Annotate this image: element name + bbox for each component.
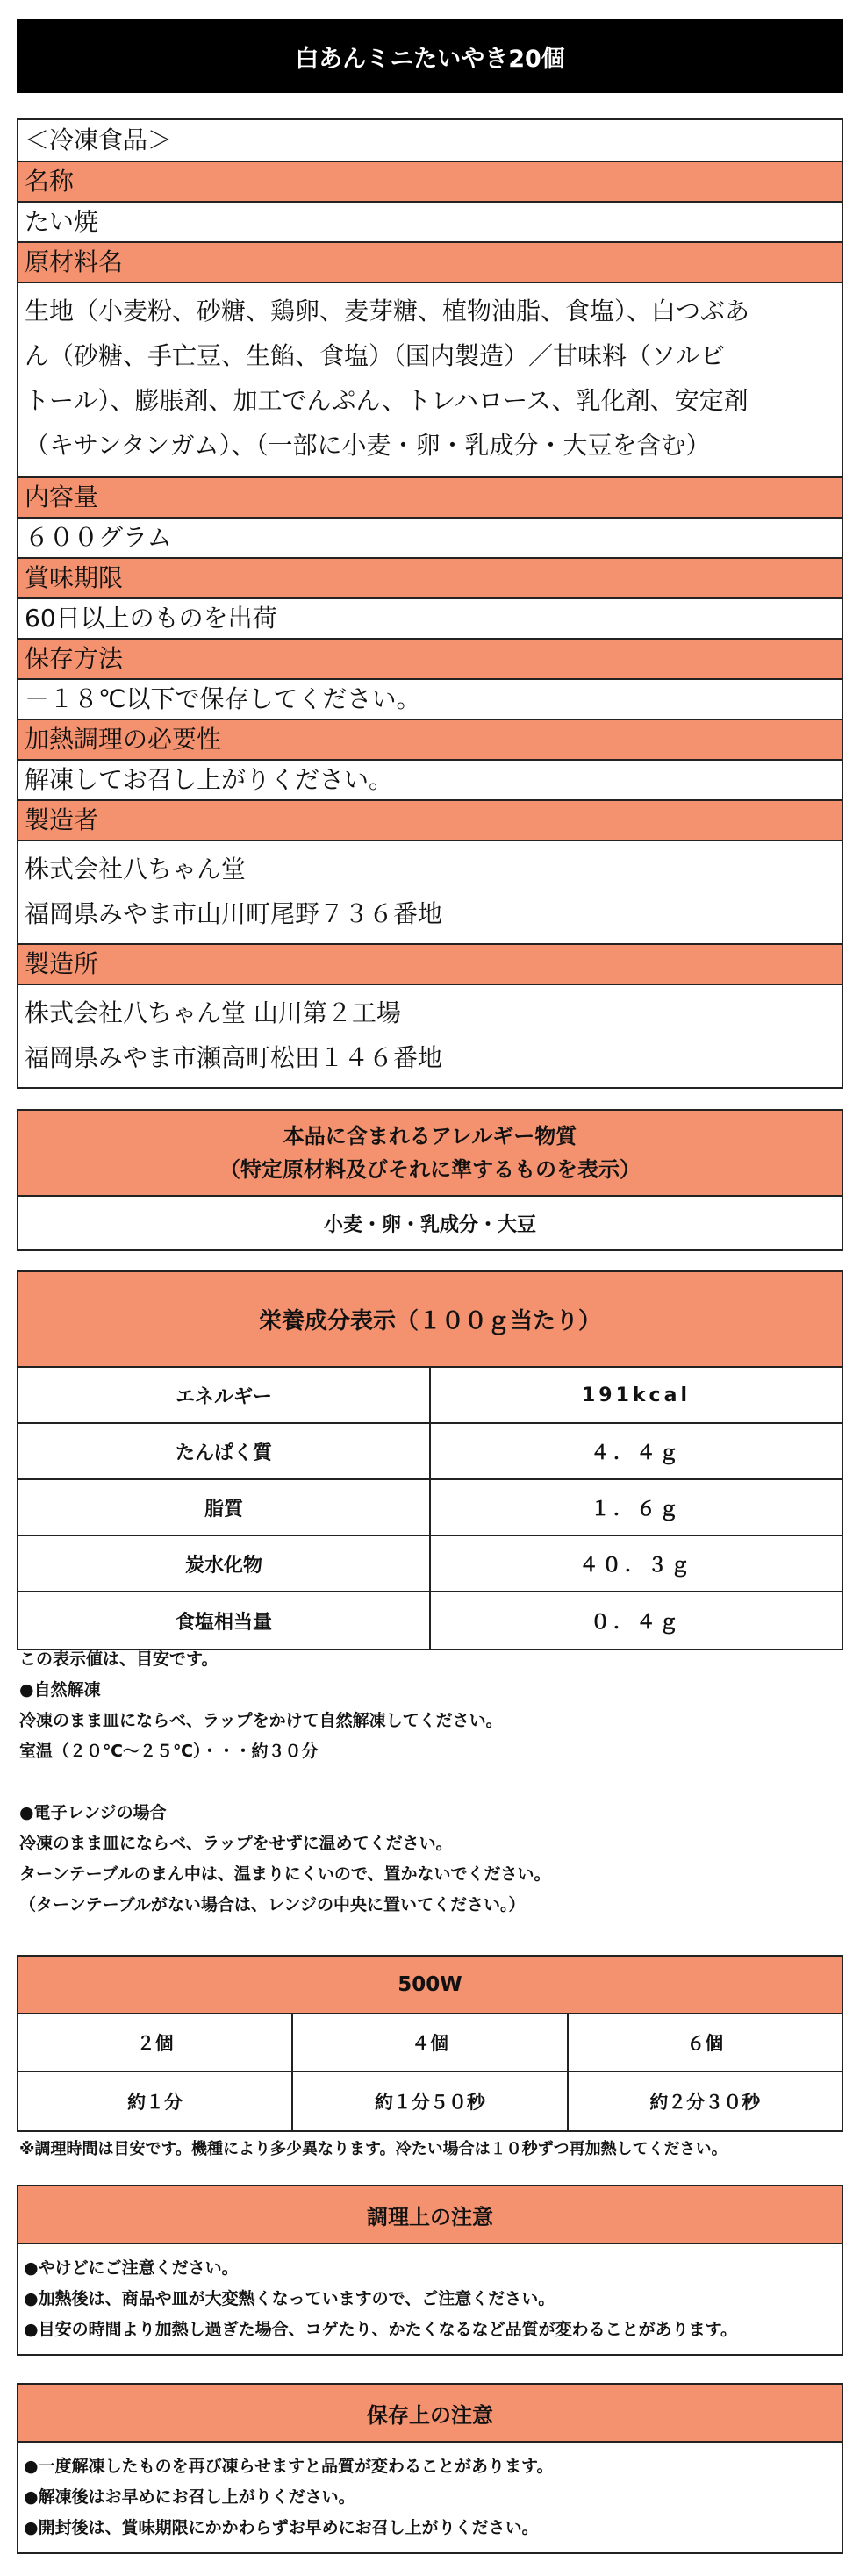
heating-time: 約１分 [18, 2072, 293, 2130]
preparation-notes [19, 1644, 835, 1921]
note-line: 冷凍のまま皿にならべ、ラップをかけて自然解凍してください。 [19, 1711, 503, 1730]
note-line: 冷凍のまま皿にならべ、ラップをせずに温めてください。 [19, 1834, 453, 1853]
heating-value: 解凍してお召し上がりください。 [25, 765, 394, 795]
ingredients-row [18, 283, 842, 478]
table-row [18, 1368, 842, 1424]
name-row [18, 203, 842, 243]
heating-label: 加熱調理の必要性 [25, 725, 222, 755]
note-line: （ターンテーブルがない場合は、レンジの中央に置いてください。） [19, 1895, 526, 1914]
nutrition-table [17, 1270, 843, 1650]
storage-row [18, 680, 842, 720]
microwave-note: ※調理時間は目安です。機種により多少異なります。冷たい場合は１０秒ずつ再加熱してください。 [19, 2140, 727, 2158]
category-text: ＜冷凍食品＞ [25, 125, 173, 155]
maker-label: 製造者 [25, 805, 99, 835]
caution-line: ●やけどにご注意ください。 [24, 2258, 239, 2278]
note-line: ターンテーブルのまん中は、温まりにくいので、置かないでください。 [19, 1864, 551, 1884]
nutrient-value: 191kcal [582, 1384, 691, 1406]
microwave-wattage: 500W [18, 1957, 842, 2014]
storage-label: 保存方法 [25, 644, 124, 674]
table-row [18, 2072, 842, 2130]
storage-header [18, 640, 842, 680]
factory-header [18, 945, 842, 985]
table-row [18, 1536, 842, 1592]
factory-line: 株式会社八ちゃん堂 山川第２工場 [25, 998, 401, 1027]
caution-line: ●解凍後はお早めにお召し上がりください。 [24, 2487, 355, 2507]
name-value: たい焼 [25, 207, 99, 237]
maker-line: 福岡県みやま市山川町尾野７３６番地 [25, 899, 443, 928]
nutrient-label: たんぱく質 [18, 1424, 431, 1478]
quantity-label: 内容量 [25, 483, 99, 512]
allergen-value: 小麦・卵・乳成分・大豆 [323, 1213, 536, 1236]
heating-time: 約２分３０秒 [649, 2092, 761, 2113]
table-row [18, 1592, 842, 1649]
nutrient-label: 炭水化物 [18, 1536, 431, 1591]
name-header [18, 162, 842, 203]
maker-header [18, 801, 842, 841]
storage-caution-body [18, 2443, 842, 2552]
note-spacer [19, 1767, 835, 1798]
expiry-value: 60日以上のものを出荷 [25, 604, 277, 633]
nutrient-value: ４０．３ｇ [578, 1554, 693, 1577]
factory-label: 製造所 [25, 949, 99, 979]
table-row [18, 1480, 842, 1536]
name-label: 名称 [25, 167, 75, 197]
heating-header [18, 720, 842, 761]
storage-caution-title: 保存上の注意 [18, 2385, 842, 2443]
allergen-box [17, 1109, 843, 1251]
note-line: 室温（２０℃～２５℃）・・・約３０分 [19, 1742, 319, 1761]
expiry-row [18, 599, 842, 640]
storage-caution-box [17, 2383, 843, 2554]
ingredients-line: 生地（小麦粉、砂糖、鶏卵、麦芽糖、植物油脂、食塩）、白つぶあ [25, 297, 750, 326]
allergen-title: 本品に含まれるアレルギー物質 [283, 1123, 577, 1148]
caution-line: ●一度解凍したものを再び凍らせますと品質が変わることがあります。 [24, 2457, 554, 2476]
table-row [18, 1424, 842, 1480]
ingredients-line: トール）、膨脹剤、加工でんぷん、トレハロース、乳化剤、安定剤 [25, 386, 749, 415]
maker-row [18, 841, 842, 945]
quantity-value: ６００グラム [25, 523, 172, 553]
nutrition-title: 栄養成分表示（１００ｇ当たり） [18, 1272, 842, 1368]
caution-line: ●加熱後は、商品や皿が大変熱くなっていますので、ご注意ください。 [24, 2289, 555, 2308]
microwave-table [17, 1955, 843, 2132]
note-line: ●電子レンジの場合 [19, 1803, 167, 1822]
heating-row [18, 761, 842, 801]
cooking-caution-body [18, 2244, 842, 2354]
factory-row [18, 985, 842, 1087]
nutrient-label: 脂質 [18, 1480, 431, 1535]
expiry-label: 賞味期限 [25, 563, 124, 593]
piece-count: ４個 [293, 2014, 568, 2071]
cooking-caution-box [17, 2185, 843, 2356]
product-title: 白あんミニたいやき20個 [17, 19, 843, 93]
quantity-header [18, 478, 842, 519]
nutrient-value: １．６ｇ [590, 1498, 682, 1521]
note-line: この表示値は、目安です。 [19, 1649, 219, 1669]
nutrient-label: エネルギー [18, 1368, 431, 1422]
allergen-subtitle: （特定原材料及びそれに準するものを表示） [219, 1157, 641, 1182]
table-row [18, 2014, 842, 2072]
allergen-header [18, 1111, 842, 1197]
note-line: ●自然解凍 [19, 1680, 101, 1699]
expiry-header [18, 559, 842, 599]
quantity-row [18, 519, 842, 559]
factory-line: 福岡県みやま市瀬高町松田１４６番地 [25, 1043, 443, 1072]
ingredients-label: 原材料名 [25, 247, 124, 277]
ingredients-line: ん（砂糖、手亡豆、生餡、食塩）（国内製造）／甘味料（ソルビ [25, 341, 726, 370]
nutrient-value: ４．４ｇ [590, 1442, 682, 1464]
piece-count: ６個 [686, 2033, 724, 2054]
nutrient-label: 食塩相当量 [18, 1592, 431, 1649]
ingredients-header [18, 243, 842, 283]
caution-line: ●開封後は、賞味期限にかかわらずお早めにお召し上がりください。 [24, 2518, 539, 2537]
piece-count: ２個 [18, 2014, 293, 2071]
heating-time: 約１分５０秒 [293, 2072, 568, 2130]
category-row [18, 120, 842, 162]
nutrient-value: ０．４ｇ [590, 1611, 682, 1634]
cooking-caution-title: 調理上の注意 [18, 2186, 842, 2244]
maker-line: 株式会社八ちゃん堂 [25, 855, 247, 884]
caution-line: ●目安の時間より加熱し過ぎた場合、コゲたり、かたくなるなど品質が変わることがあります。 [24, 2320, 738, 2339]
product-info-table [17, 118, 843, 1089]
storage-value: －１８℃以下で保存してください。 [25, 684, 421, 714]
ingredients-line: （キサンタンガム）、（一部に小麦・卵・乳成分・大豆を含む） [25, 431, 711, 460]
